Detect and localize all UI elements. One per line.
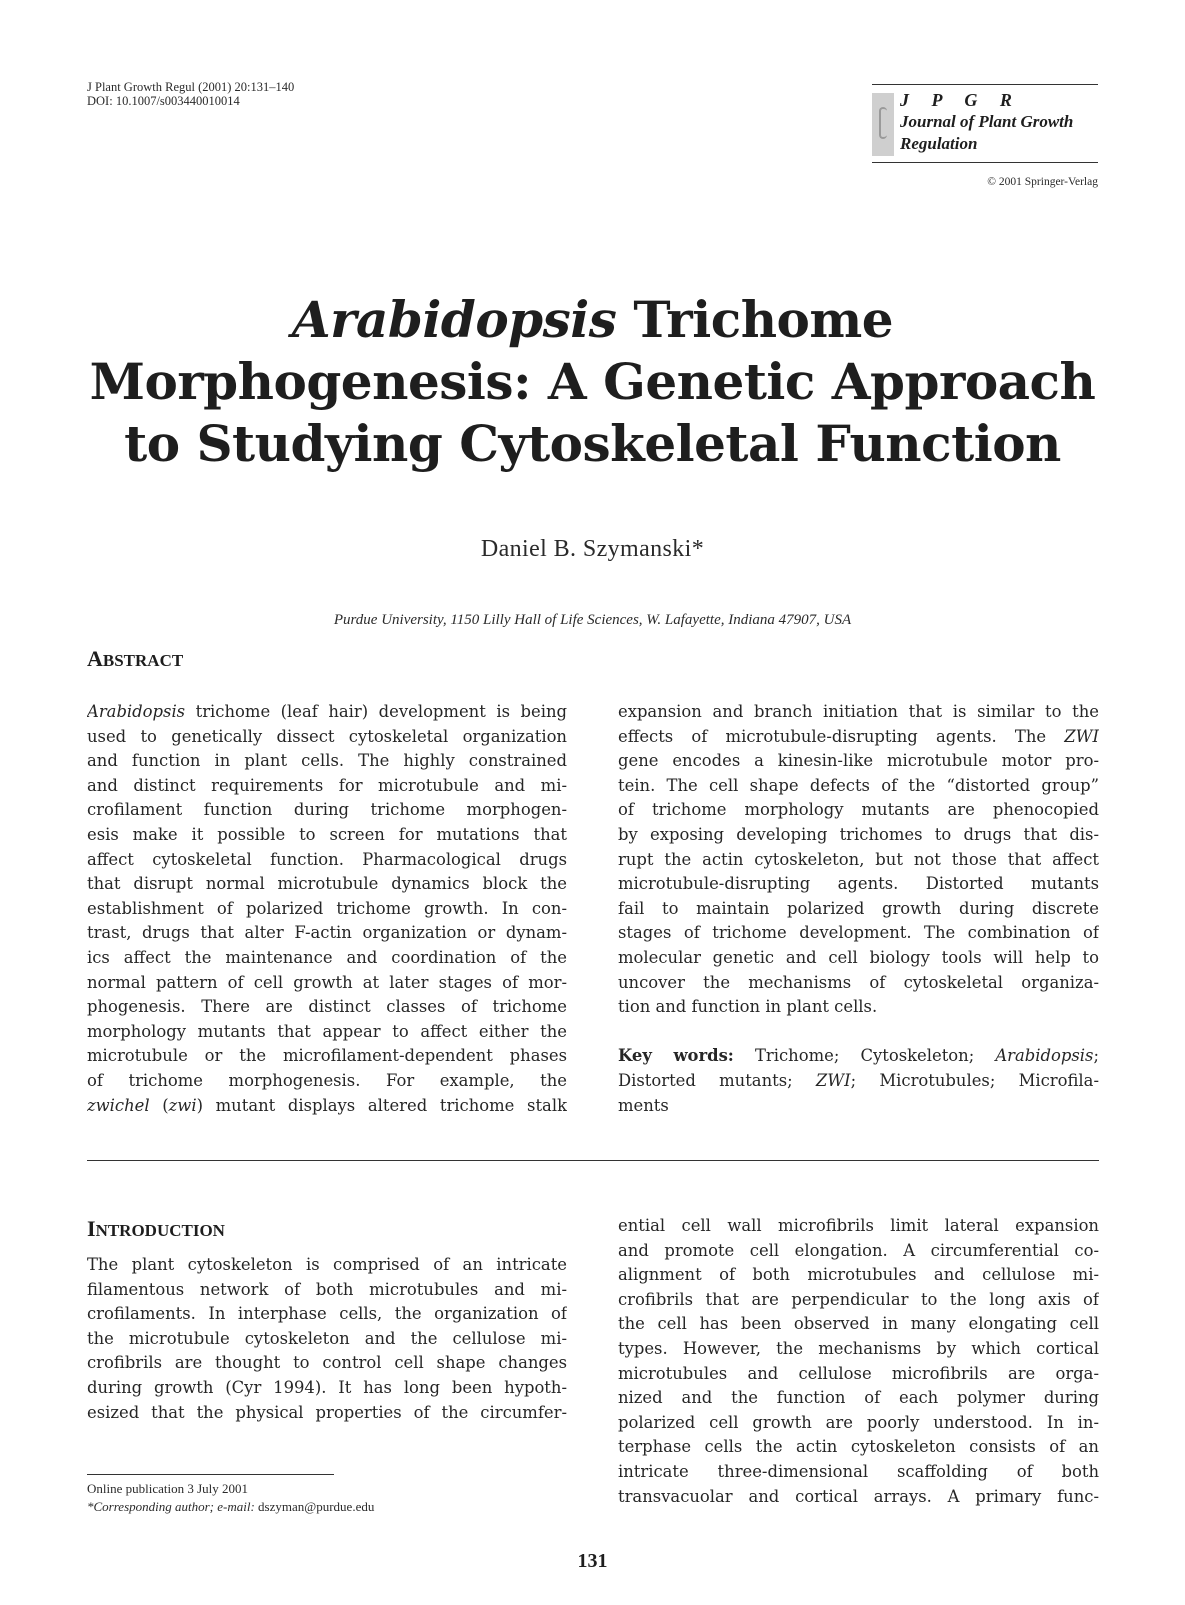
title-line2: Morphogenesis: A Genetic Approach xyxy=(89,352,1096,411)
title-line3: to Studying Cytoskeletal Function xyxy=(124,414,1061,473)
abstract-left-column xyxy=(87,700,567,1118)
text-line xyxy=(87,774,567,799)
author-affiliation: Purdue University, 1150 Lilly Hall of Life Sciences, W. Lafayette, Indiana 47907, USA xyxy=(333,612,852,628)
text-segment: Trichome; Cytoskeleton; xyxy=(733,1046,996,1066)
abstract-right-column xyxy=(618,700,1099,1118)
text-segment: gene encodes a kinesin-like microtubule motor pro- xyxy=(618,751,1099,771)
text-line xyxy=(618,725,1099,750)
text-line xyxy=(618,1312,1099,1337)
text-line xyxy=(618,946,1099,971)
text-line xyxy=(87,1253,567,1278)
text-line xyxy=(618,897,1099,922)
text-line xyxy=(618,1337,1099,1362)
text-segment: trast, drugs that alter F-actin organization or dynam- xyxy=(87,923,567,943)
text-line xyxy=(87,823,567,848)
text-segment: ZWI xyxy=(815,1070,851,1090)
text-segment: the cell has been observed in many elongating cell xyxy=(618,1314,1099,1334)
citation-header xyxy=(87,80,294,108)
text-segment: fail to maintain polarized growth during discrete xyxy=(618,898,1099,918)
text-line xyxy=(87,1069,567,1094)
text-segment: morphology mutants that appear to affect either the xyxy=(87,1021,567,1041)
footnote-rule xyxy=(87,1474,334,1475)
text-line xyxy=(618,995,1099,1020)
text-segment: ( xyxy=(149,1095,169,1115)
text-line xyxy=(618,848,1099,873)
text-segment: esized that the physical properties of the circumfer- xyxy=(87,1402,567,1422)
text-segment: microtubule-disrupting agents. Distorted mutants xyxy=(618,874,1099,894)
text-segment: of trichome morphology mutants are phenocopied xyxy=(618,800,1099,820)
text-segment: tein. The cell shape defects of the “distorted group” xyxy=(618,775,1099,795)
text-segment: crofilaments. In interphase cells, the organization of xyxy=(87,1304,567,1324)
text-segment: microtubules and cellulose microfibrils are orga- xyxy=(618,1363,1099,1383)
text-line xyxy=(618,1386,1099,1411)
text-segment: esis make it possible to screen for mutations that xyxy=(87,824,567,844)
text-line xyxy=(87,897,567,922)
text-line xyxy=(618,1460,1099,1485)
text-segment: ) mutant displays altered trichome stalk xyxy=(196,1095,567,1115)
text-line xyxy=(87,995,567,1020)
page-number: 131 xyxy=(577,1550,608,1572)
text-segment: affect cytoskeletal function. Pharmacological drugs xyxy=(87,849,567,869)
text-line xyxy=(87,1351,567,1376)
text-line xyxy=(618,1362,1099,1387)
text-segment: polarized cell growth are poorly understood. In in- xyxy=(618,1412,1099,1432)
text-segment: crofibrils are thought to control cell shape changes xyxy=(87,1353,567,1373)
masthead-bottom-rule xyxy=(872,162,1098,163)
text-segment: ZWI xyxy=(1064,726,1099,746)
text-line xyxy=(618,774,1099,799)
journal-logo-icon xyxy=(872,93,894,156)
text-line xyxy=(87,1278,567,1303)
text-line xyxy=(87,1401,567,1426)
text-segment: ics affect the maintenance and coordination of the xyxy=(87,947,567,967)
text-line xyxy=(618,1020,1099,1045)
text-line xyxy=(87,921,567,946)
title-italic-word: Arabidopsis xyxy=(291,290,617,349)
text-segment: and distinct requirements for microtubule and mi- xyxy=(87,775,567,795)
author-email[interactable]: dszyman@purdue.edu xyxy=(258,1499,375,1514)
introduction-right-column xyxy=(618,1214,1099,1509)
text-line xyxy=(618,1069,1099,1094)
text-line xyxy=(618,1485,1099,1510)
text-segment: by exposing developing trichomes to drugs that dis- xyxy=(618,824,1099,844)
text-segment: The plant cytoskeleton is comprised of an intricate xyxy=(87,1255,567,1274)
text-segment: that disrupt normal microtubule dynamics block the xyxy=(87,874,567,894)
text-segment: ; xyxy=(1093,1046,1099,1066)
text-line xyxy=(87,1327,567,1352)
text-segment: crofilament function during trichome morphogen- xyxy=(87,800,567,820)
text-segment: and function in plant cells. The highly constrained xyxy=(87,751,567,771)
introduction-left-column xyxy=(87,1253,567,1425)
text-segment: trichome (leaf hair) development is being xyxy=(185,702,567,721)
journal-name-line1: Journal of Plant Growth xyxy=(900,112,1074,131)
keywords-label: Key words: xyxy=(618,1046,734,1066)
text-line xyxy=(618,823,1099,848)
text-segment: tion and function in plant cells. xyxy=(618,997,878,1017)
text-line xyxy=(87,848,567,873)
text-segment: types. However, the mechanisms by which cortical xyxy=(618,1338,1099,1358)
text-segment: transvacuolar and cortical arrays. A primary func- xyxy=(618,1486,1099,1506)
text-segment: zwichel xyxy=(87,1095,150,1115)
text-segment: effects of microtubule-disrupting agents. The xyxy=(618,726,1065,746)
text-line xyxy=(87,1302,567,1327)
text-line xyxy=(618,971,1099,996)
text-segment: Arabidopsis xyxy=(87,702,186,721)
text-segment: microtubule or the microfilament-dependent phases xyxy=(87,1046,567,1066)
text-line xyxy=(87,798,567,823)
text-segment: the microtubule cytoskeleton and the cellulose mi- xyxy=(87,1328,567,1348)
text-segment: of trichome morphogenesis. For example, the xyxy=(87,1070,567,1090)
text-segment: crofibrils that are perpendicular to the long axis of xyxy=(618,1289,1099,1309)
abstract-heading: ABSTRACT xyxy=(87,646,184,671)
text-segment: ential cell wall microfibrils limit lateral expansion xyxy=(618,1216,1099,1235)
text-line xyxy=(618,1094,1099,1119)
journal-masthead xyxy=(872,84,1098,163)
text-segment: used to genetically dissect cytoskeletal organization xyxy=(87,726,567,746)
text-segment: phogenesis. There are distinct classes of trichome xyxy=(87,997,567,1017)
online-publication-note: Online publication 3 July 2001 xyxy=(87,1481,249,1496)
text-line xyxy=(618,749,1099,774)
text-segment: establishment of polarized trichome growth. In con- xyxy=(87,898,567,918)
text-line xyxy=(87,700,567,725)
text-line xyxy=(618,700,1099,725)
text-line xyxy=(618,1214,1099,1239)
text-line xyxy=(618,1239,1099,1264)
text-line xyxy=(618,1263,1099,1288)
text-line xyxy=(87,1094,567,1119)
text-line xyxy=(87,1044,567,1069)
text-segment: filamentous network of both microtubules and mi- xyxy=(87,1279,567,1299)
text-line xyxy=(87,946,567,971)
doi-text: DOI: 10.1007/s003440010014 xyxy=(87,94,240,108)
title-line1-rest: Trichome xyxy=(616,290,894,349)
text-segment: Distorted mutants; xyxy=(618,1070,816,1090)
text-segment: intricate three-dimensional scaffolding of both xyxy=(618,1461,1099,1481)
text-segment: nized and the function of each polymer during xyxy=(618,1388,1099,1408)
text-segment: terphase cells the actin cytoskeleton consists of an xyxy=(618,1437,1099,1457)
article-title xyxy=(60,289,1125,475)
text-line xyxy=(87,971,567,996)
text-segment: normal pattern of cell growth at later stages of mor- xyxy=(87,972,567,992)
text-line xyxy=(87,1020,567,1045)
journal-name-line2: Regulation xyxy=(900,134,978,153)
text-segment: zwi xyxy=(168,1095,197,1115)
text-line xyxy=(87,872,567,897)
text-line xyxy=(618,1044,1099,1069)
author-name: Daniel B. Szymanski* xyxy=(480,536,705,562)
introduction-heading: INTRODUCTION xyxy=(87,1216,225,1241)
journal-abbreviation: J P G R xyxy=(900,90,1021,110)
text-segment: expansion and branch initiation that is similar to the xyxy=(618,702,1099,721)
text-line xyxy=(618,1435,1099,1460)
text-segment: uncover the mechanisms of cytoskeletal organiza- xyxy=(618,972,1099,992)
footnotes xyxy=(87,1480,374,1516)
text-segment: stages of trichome development. The combination of xyxy=(618,923,1099,943)
citation-text: J Plant Growth Regul (2001) 20:131–140 xyxy=(87,80,295,94)
text-segment: rupt the actin cytoskeleton, but not those that affect xyxy=(618,849,1099,869)
copyright-notice: © 2001 Springer-Verlag xyxy=(987,176,1098,188)
text-line xyxy=(87,749,567,774)
section-divider xyxy=(87,1160,1099,1161)
corresponding-author-note: *Corresponding author; e-mail: dszyman@purdue.edu xyxy=(87,1499,375,1514)
text-segment: during growth (Cyr 1994). It has long been hypoth- xyxy=(87,1377,567,1397)
text-segment: alignment of both microtubules and cellulose mi- xyxy=(618,1265,1099,1285)
text-line xyxy=(87,1376,567,1401)
journal-name xyxy=(900,111,1073,155)
text-segment: molecular genetic and cell biology tools will help to xyxy=(618,947,1099,967)
text-line xyxy=(618,1288,1099,1313)
text-segment: ; Microtubules; Microfila- xyxy=(850,1070,1099,1090)
text-segment: and promote cell elongation. A circumferential co- xyxy=(618,1240,1099,1260)
text-segment: ments xyxy=(618,1095,669,1115)
text-segment: Arabidopsis xyxy=(995,1046,1094,1066)
text-line xyxy=(618,1411,1099,1436)
text-line xyxy=(618,798,1099,823)
text-line xyxy=(618,872,1099,897)
text-line xyxy=(618,921,1099,946)
text-line xyxy=(87,725,567,750)
